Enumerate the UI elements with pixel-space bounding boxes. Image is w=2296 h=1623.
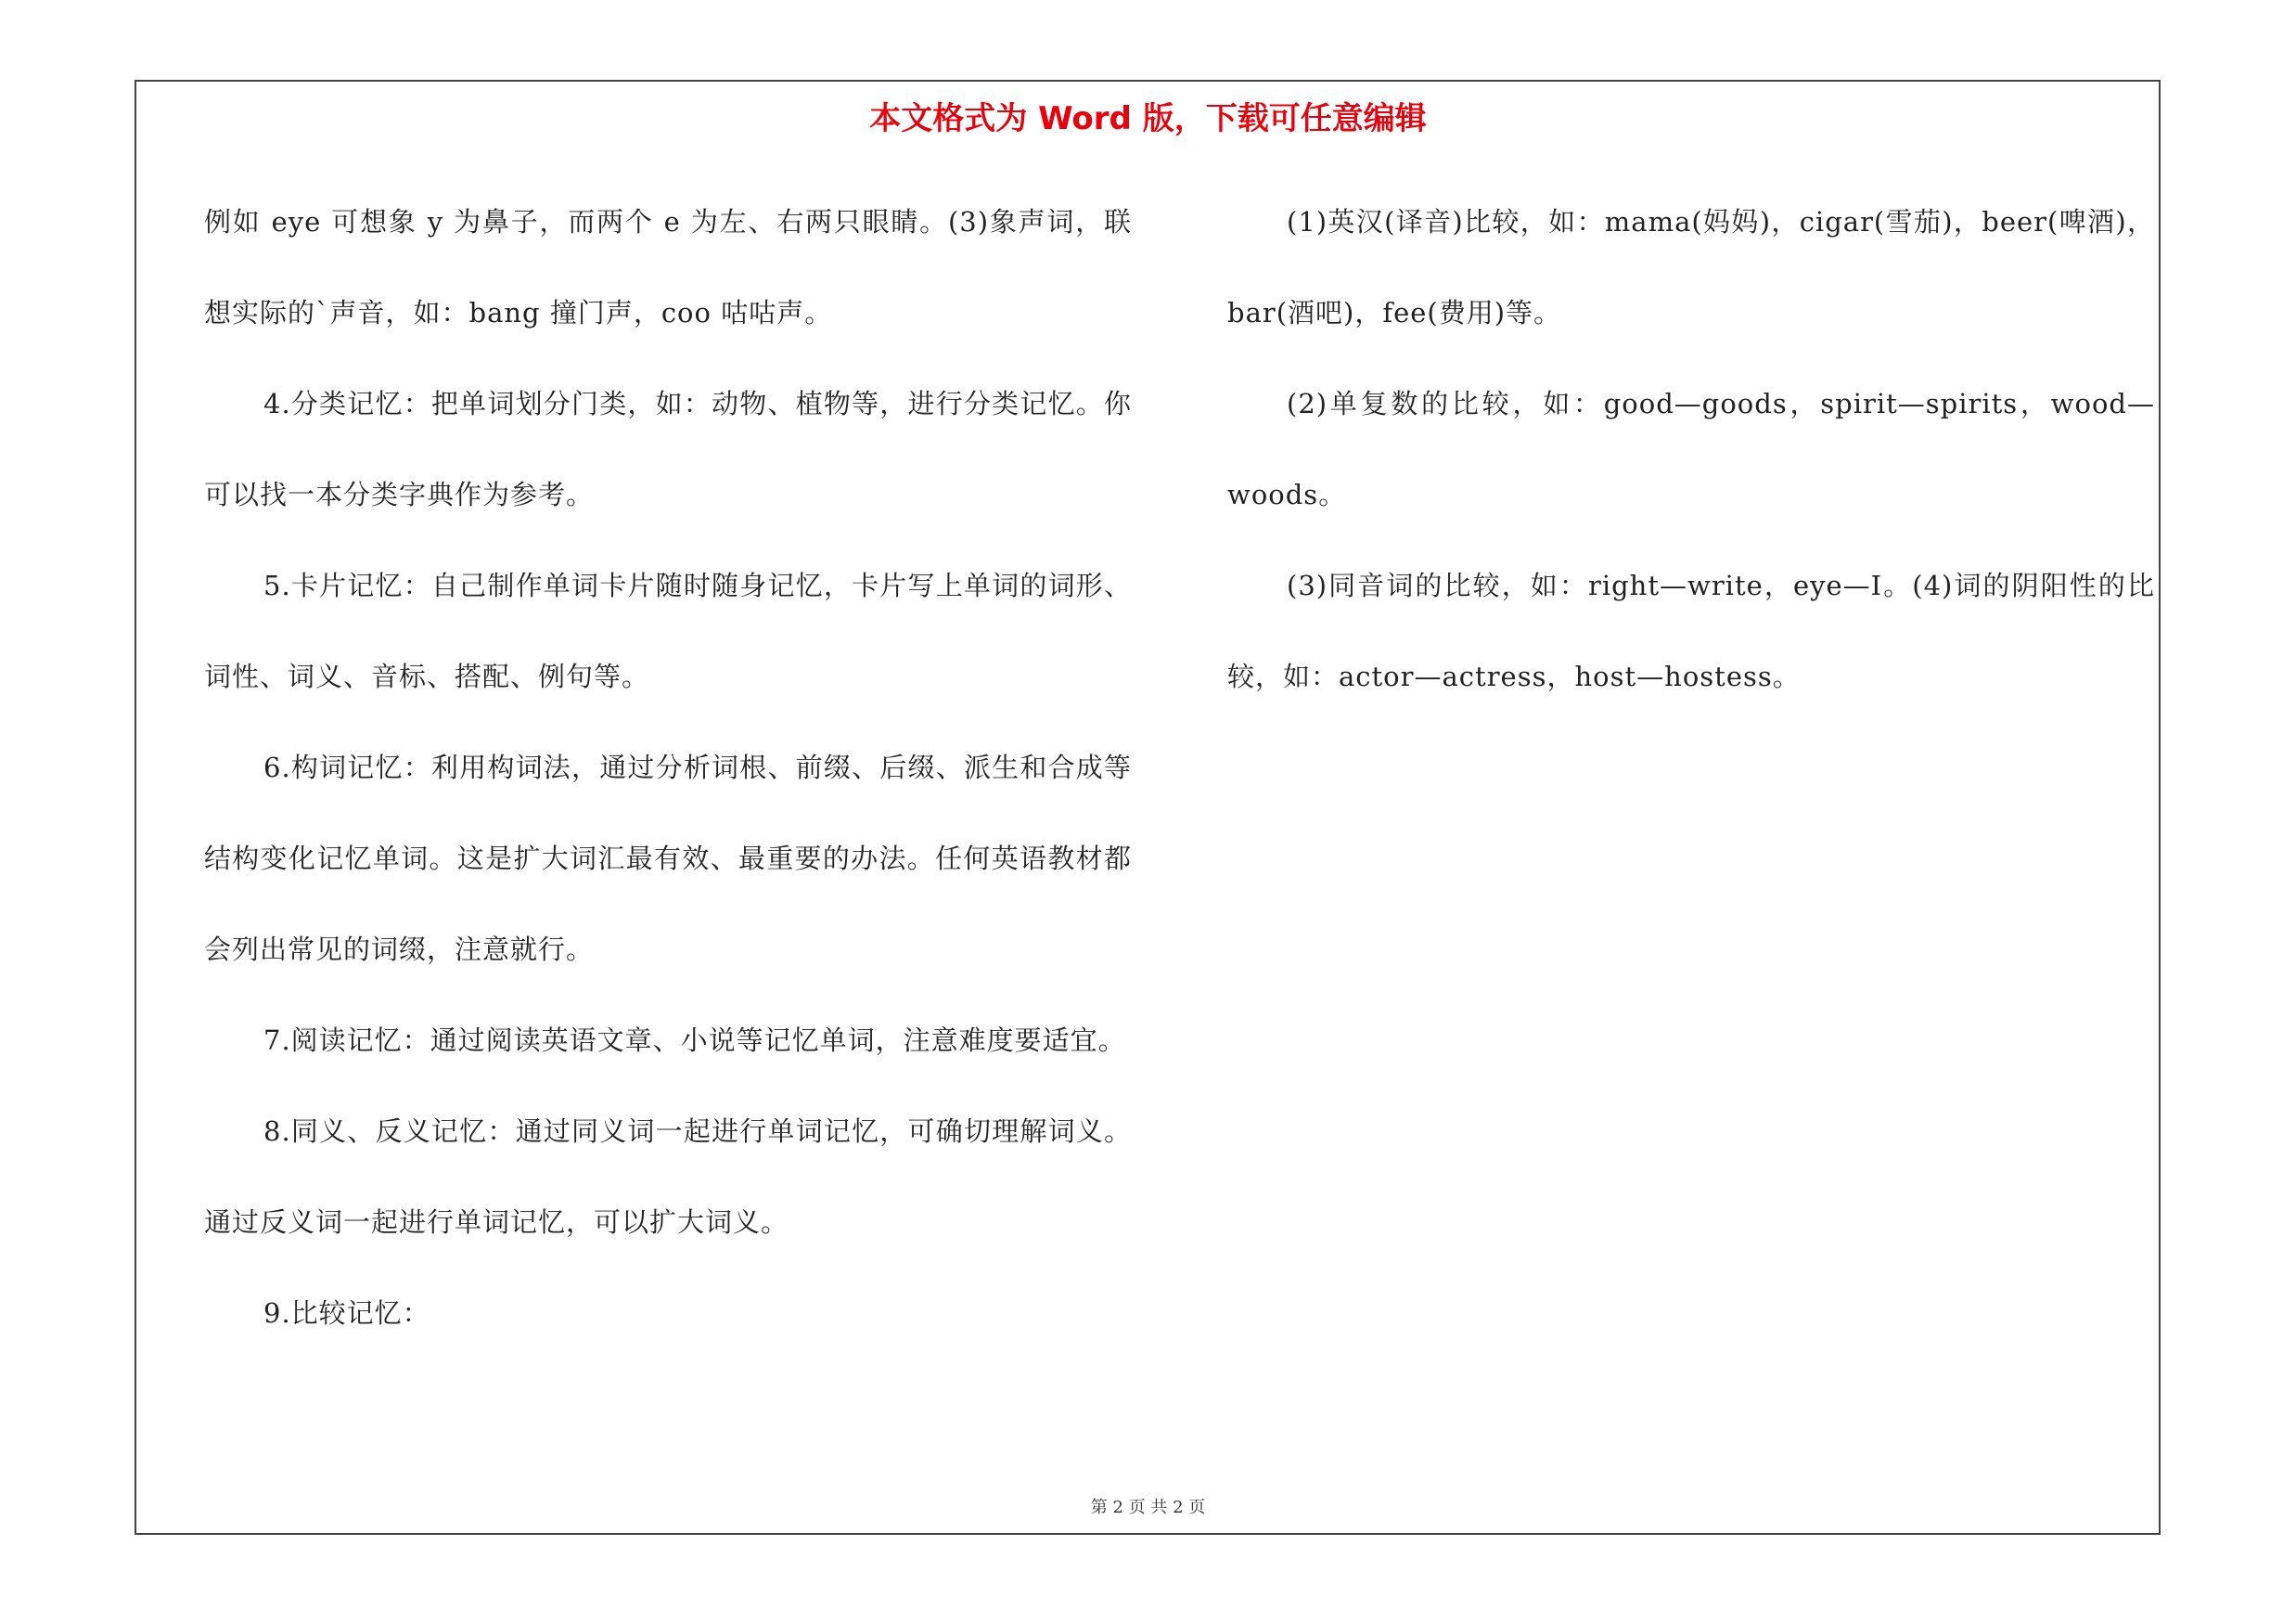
paragraph: 8.同义、反义记忆：通过同义词一起进行单词记忆，可确切理解词义。通过反义词一起进行单词记忆，可以扩大词义。 — [204, 1115, 1132, 1238]
left-text-column — [204, 176, 1132, 1359]
paragraph: 9.比较记忆： — [263, 1297, 430, 1329]
paragraph: 5.卡片记忆：自己制作单词卡片随时随身记忆，卡片写上单词的词形、词性、词义、音标、搭配、例句等。 — [204, 570, 1132, 692]
paragraph: (3)同音词的比较，如：right—write，eye—I。(4)词的阴阳性的比较，如：actor—actress，host—hostess。 — [1227, 570, 2155, 692]
paragraph: 6.构词记忆：利用构词法，通过分析词根、前缀、后缀、派生和合成等结构变化记忆单词。这是扩大词汇最有效、最重要的办法。任何英语教材都会列出常见的词缀，注意就行。 — [204, 752, 1132, 965]
page-number-footer: 第 2 页 共 2 页 — [1090, 1498, 1206, 1517]
paragraph: 4.分类记忆：把单词划分门类，如：动物、植物等，进行分类记忆。你可以找一本分类字典作为参考。 — [204, 388, 1132, 510]
paragraph: 7.阅读记忆：通过阅读英语文章、小说等记忆单词，注意难度要适宜。 — [263, 1024, 1126, 1056]
paragraph: (1)英汉(译音)比较，如：mama(妈妈)，cigar(雪茄)，beer(啤酒)，bar(酒吧)，fee(费用)等。 — [1227, 206, 2155, 328]
paragraph: 例如 eye 可想象 y 为鼻子，而两个 e 为左、右两只眼睛。(3)象声词，联想实际的`声音，如：bang 撞门声，coo 咕咕声。 — [204, 206, 1132, 328]
paragraph: (2)单复数的比较，如：good—goods，spirit—spirits，wood—woods。 — [1227, 388, 2155, 510]
right-text-column — [1227, 176, 2155, 722]
format-notice-banner: 本文格式为 Word 版，下载可任意编辑 — [869, 100, 1427, 137]
